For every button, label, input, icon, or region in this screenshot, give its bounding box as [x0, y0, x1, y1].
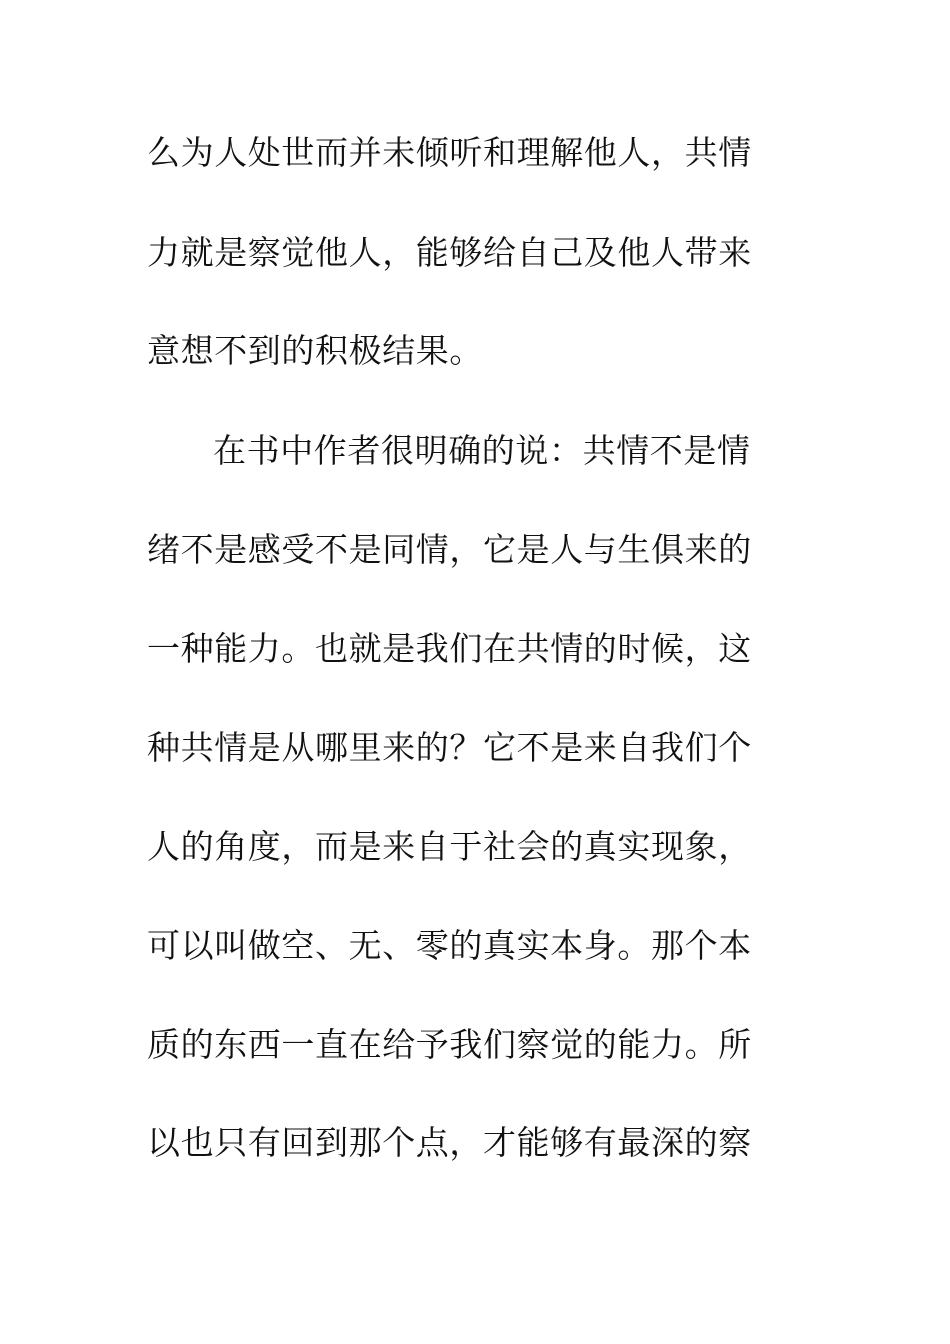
text-line: 力就是察觉他人，能够给自己及他人带来 — [147, 233, 752, 272]
text-line: 一种能力。也就是我们在共情的时候，这 — [147, 629, 752, 668]
text-line: 人的角度，而是来自于社会的真实现象， — [147, 827, 752, 866]
text-line: 质的东西一直在给予我们察觉的能力。所 — [147, 1025, 752, 1064]
text-line: 意想不到的积极结果。 — [147, 331, 483, 370]
text-line: 么为人处世而并未倾听和理解他人，共情 — [147, 133, 752, 172]
text-line: 种共情是从哪里来的？它不是来自我们个 — [147, 728, 752, 767]
paragraph-first-line: 在书中作者很明确的说：共情不是情 — [213, 431, 751, 470]
text-line: 以也只有回到那个点，才能够有最深的察 — [147, 1123, 752, 1162]
text-line: 绪不是感受不是同情，它是人与生俱来的 — [147, 530, 752, 569]
text-line: 可以叫做空、无、零的真实本身。那个本 — [147, 926, 752, 965]
